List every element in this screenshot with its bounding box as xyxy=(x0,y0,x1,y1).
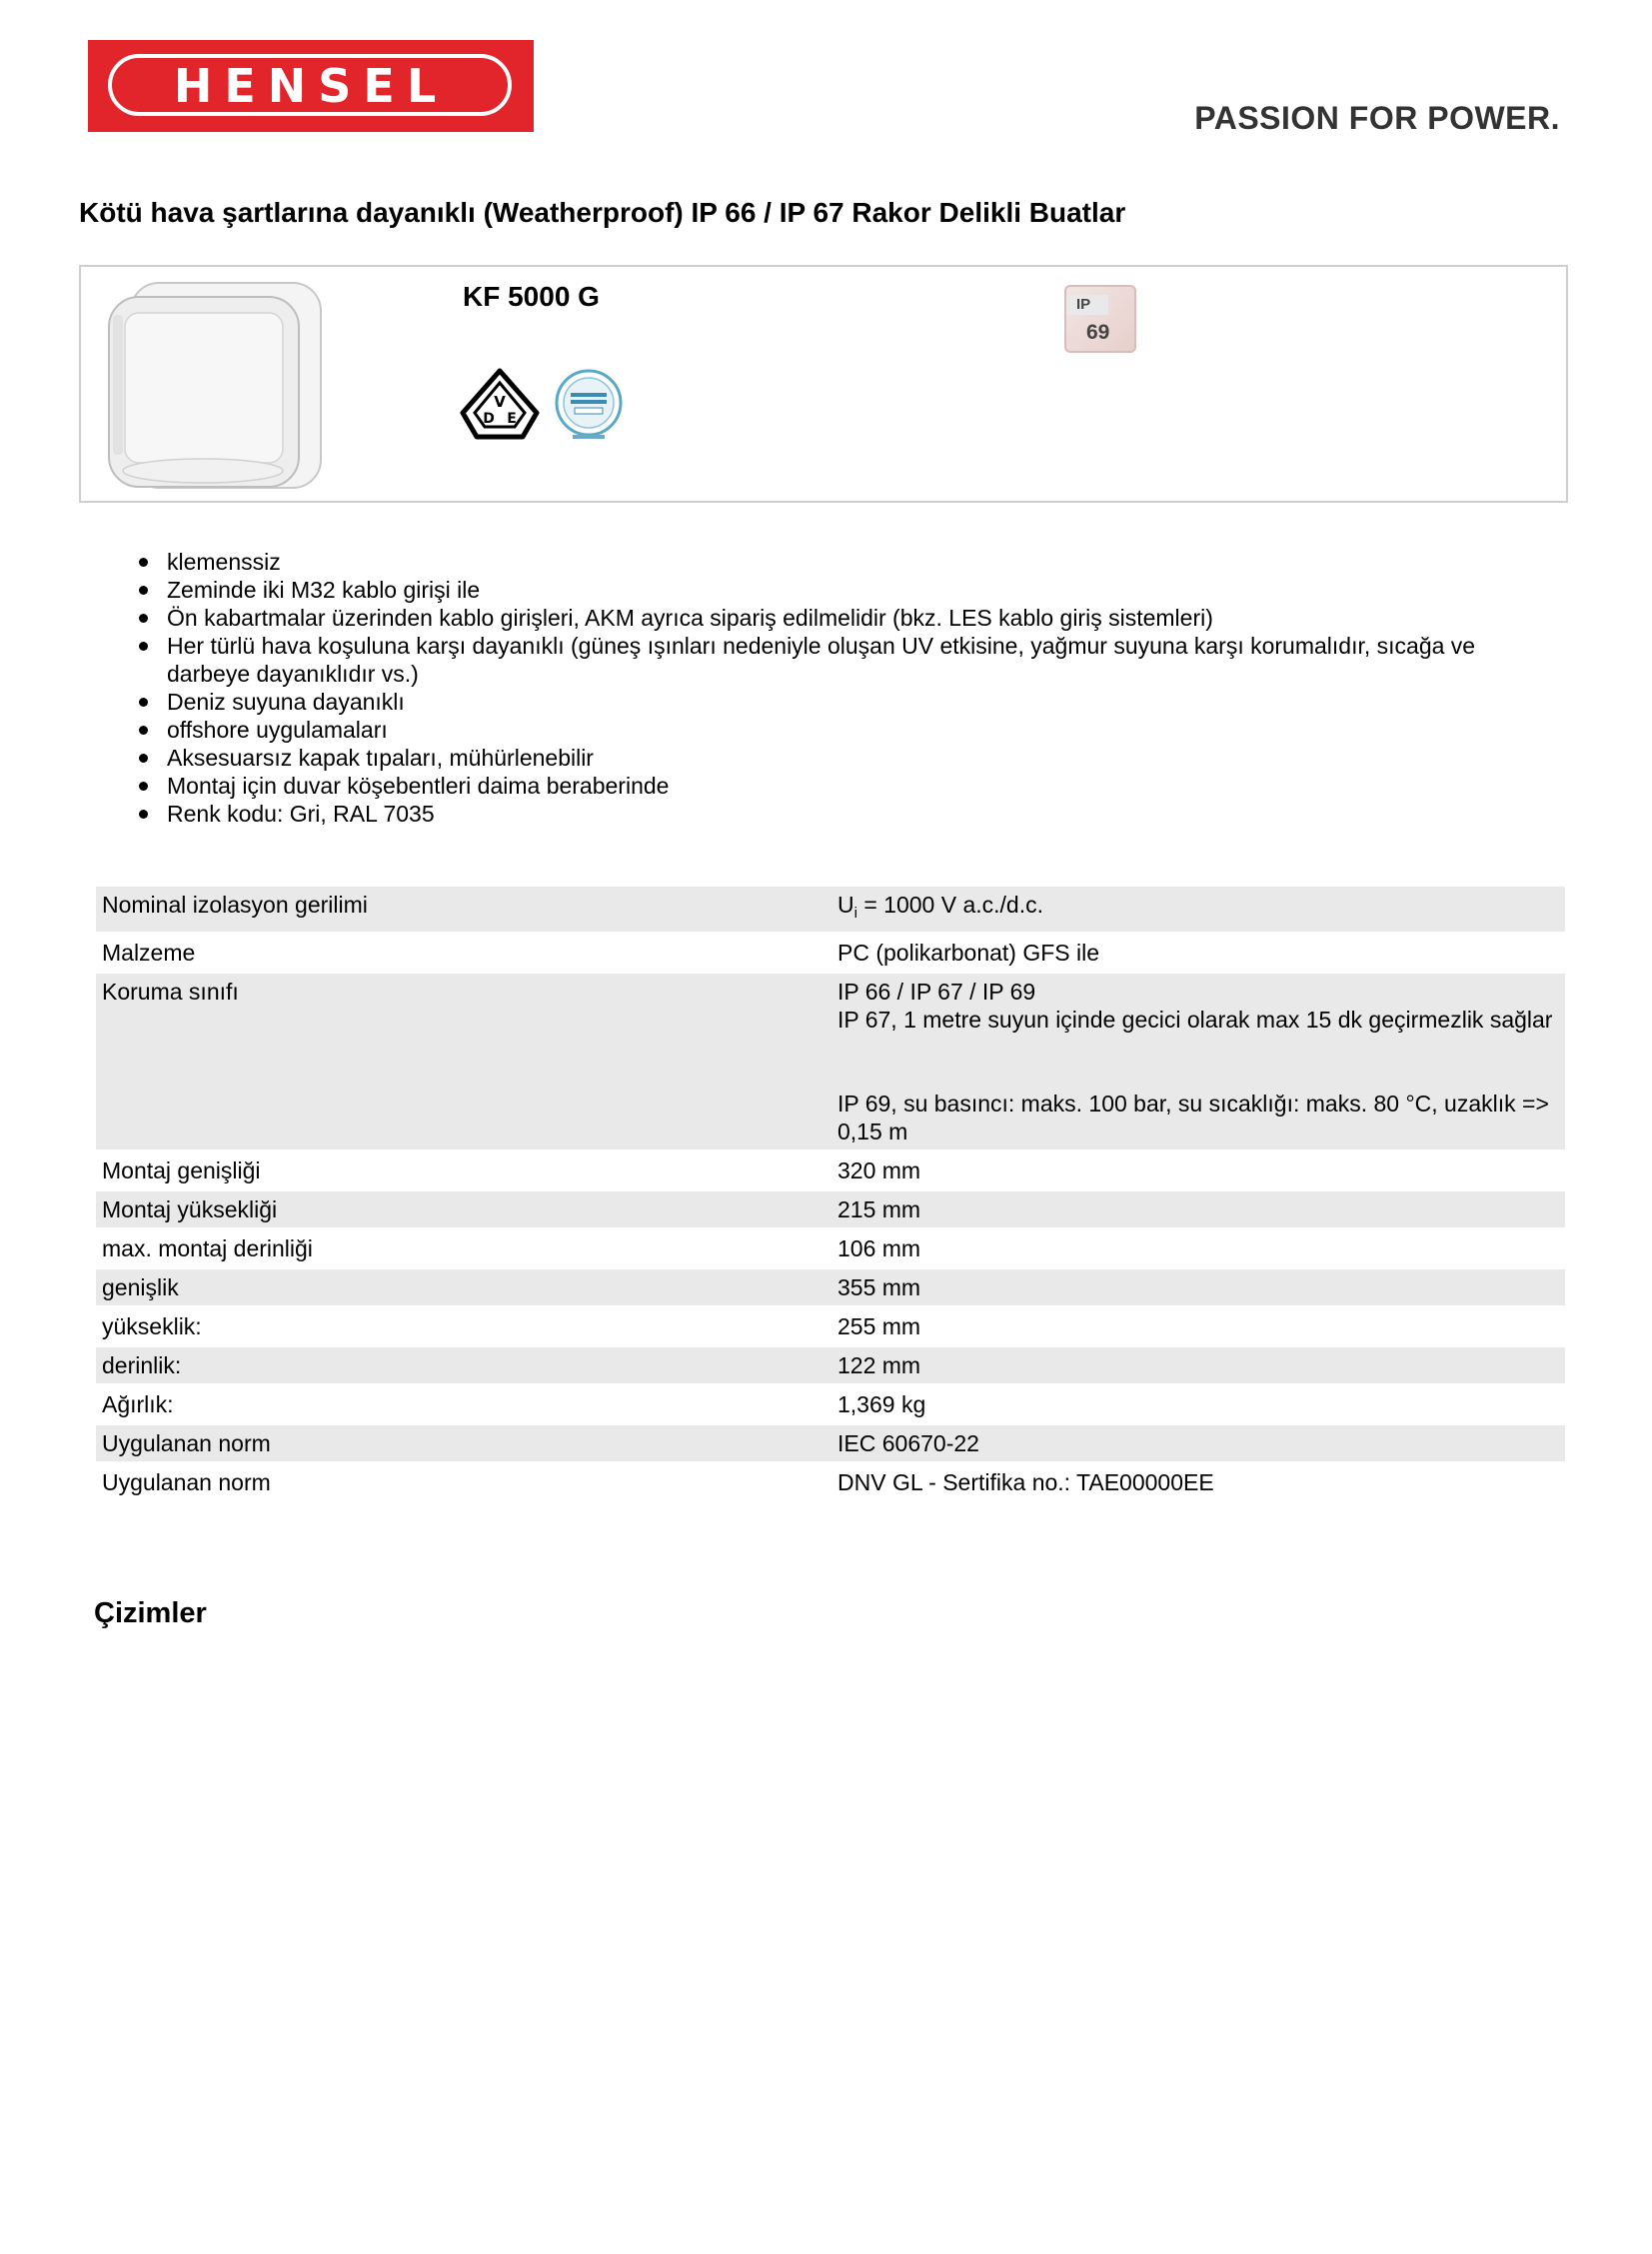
voltage-value: = 1000 V a.c./d.c. xyxy=(856,892,1044,918)
page-title: Kötü hava şartlarına dayanıklı (Weatherproof) IP 66 / IP 67 Rakor Delikli Buatlar xyxy=(79,197,1126,228)
list-item: Ön kabartmalar üzerinden kablo girişleri, AKM ayrıca sipariş edilmelidir (bkz. LES kablo giriş sistemleri) xyxy=(125,604,1564,632)
hensel-logo xyxy=(88,40,534,132)
table-row xyxy=(96,1152,1565,1188)
table-row xyxy=(96,1308,1565,1344)
drawings-section-title: Çizimler xyxy=(94,1597,207,1629)
svg-text:V: V xyxy=(494,393,506,411)
spec-value: 1,369 kg xyxy=(831,1386,1565,1422)
product-image xyxy=(91,275,351,495)
spec-value: DNV GL - Sertifika no.: TAE00000EE xyxy=(831,1464,1565,1500)
ip-value: 69 xyxy=(1086,321,1110,344)
spec-label: yükseklik: xyxy=(96,1308,831,1344)
table-row xyxy=(96,887,1565,932)
dnv-gl-icon xyxy=(551,365,627,445)
spec-value: 320 mm xyxy=(831,1152,1565,1188)
spec-value xyxy=(831,974,1565,1149)
spec-label: Malzeme xyxy=(96,935,831,971)
svg-text:E: E xyxy=(507,411,517,427)
spec-label: Uygulanan norm xyxy=(96,1425,831,1461)
ip-label: IP xyxy=(1066,295,1108,315)
table-row xyxy=(96,974,1565,1149)
list-item: Montaj için duvar köşebentleri daima beraberinde xyxy=(125,772,1564,800)
ip69-badge xyxy=(1064,285,1136,353)
voltage-symbol: U xyxy=(837,892,854,918)
spec-label: Montaj genişliği xyxy=(96,1152,831,1188)
protection-line: IP 69, su basıncı: maks. 100 bar, su sıcaklığı: maks. 80 °C, uzaklık => 0,15 m xyxy=(837,1091,1549,1144)
list-item: offshore uygulamaları xyxy=(125,716,1564,744)
spec-table xyxy=(96,884,1565,1503)
spec-value: 106 mm xyxy=(831,1230,1565,1266)
spec-value: 255 mm xyxy=(831,1308,1565,1344)
product-name: KF 5000 G xyxy=(463,281,600,312)
spec-value: 122 mm xyxy=(831,1347,1565,1383)
list-item: Aksesuarsız kapak tıpaları, mühürlenebilir xyxy=(125,744,1564,772)
table-row xyxy=(96,1464,1565,1500)
spec-value: PC (polikarbonat) GFS ile xyxy=(831,935,1565,971)
table-row xyxy=(96,1386,1565,1422)
spec-label: genişlik xyxy=(96,1269,831,1305)
voltage-subscript: i xyxy=(853,905,857,922)
spec-label: Koruma sınıfı xyxy=(96,974,831,1149)
feature-list xyxy=(125,548,1564,828)
svg-text:D: D xyxy=(483,411,495,427)
list-item: Deniz suyuna dayanıklı xyxy=(125,688,1564,716)
table-row xyxy=(96,1191,1565,1227)
table-row xyxy=(96,1230,1565,1266)
list-item: Renk kodu: Gri, RAL 7035 xyxy=(125,800,1564,828)
table-row xyxy=(96,1425,1565,1461)
table-row xyxy=(96,1269,1565,1305)
spec-value: 215 mm xyxy=(831,1191,1565,1227)
list-item: Zeminde iki M32 kablo girişi ile xyxy=(125,576,1564,604)
spec-label: Montaj yüksekliği xyxy=(96,1191,831,1227)
protection-line: IP 66 / IP 67 / IP 69 xyxy=(837,979,1036,1005)
list-item: klemenssiz xyxy=(125,548,1564,576)
list-item: Her türlü hava koşuluna karşı dayanıklı (güneş ışınları nedeniyle oluşan UV etkisine, yağmur suyuna karşı korumalıdır, sıcağa ve darbeye dayanıklıdır vs.) xyxy=(125,632,1564,688)
spec-label: Uygulanan norm xyxy=(96,1464,831,1500)
spec-label: Ağırlık: xyxy=(96,1386,831,1422)
spec-value: IEC 60670-22 xyxy=(831,1425,1565,1461)
protection-line: IP 67, 1 metre suyun içinde gecici olarak max 15 dk geçirmezlik sağlar xyxy=(837,1007,1553,1033)
spec-label: Nominal izolasyon gerilimi xyxy=(96,887,831,932)
table-row xyxy=(96,935,1565,971)
spec-label: derinlik: xyxy=(96,1347,831,1383)
slogan: PASSION FOR POWER. xyxy=(1194,100,1560,136)
product-box xyxy=(79,265,1568,503)
logo-text: HENSEL xyxy=(173,59,449,113)
spec-value: 355 mm xyxy=(831,1269,1565,1305)
spec-label: max. montaj derinliği xyxy=(96,1230,831,1266)
vde-icon xyxy=(459,367,541,443)
table-row xyxy=(96,1347,1565,1383)
spec-value xyxy=(831,887,1565,932)
